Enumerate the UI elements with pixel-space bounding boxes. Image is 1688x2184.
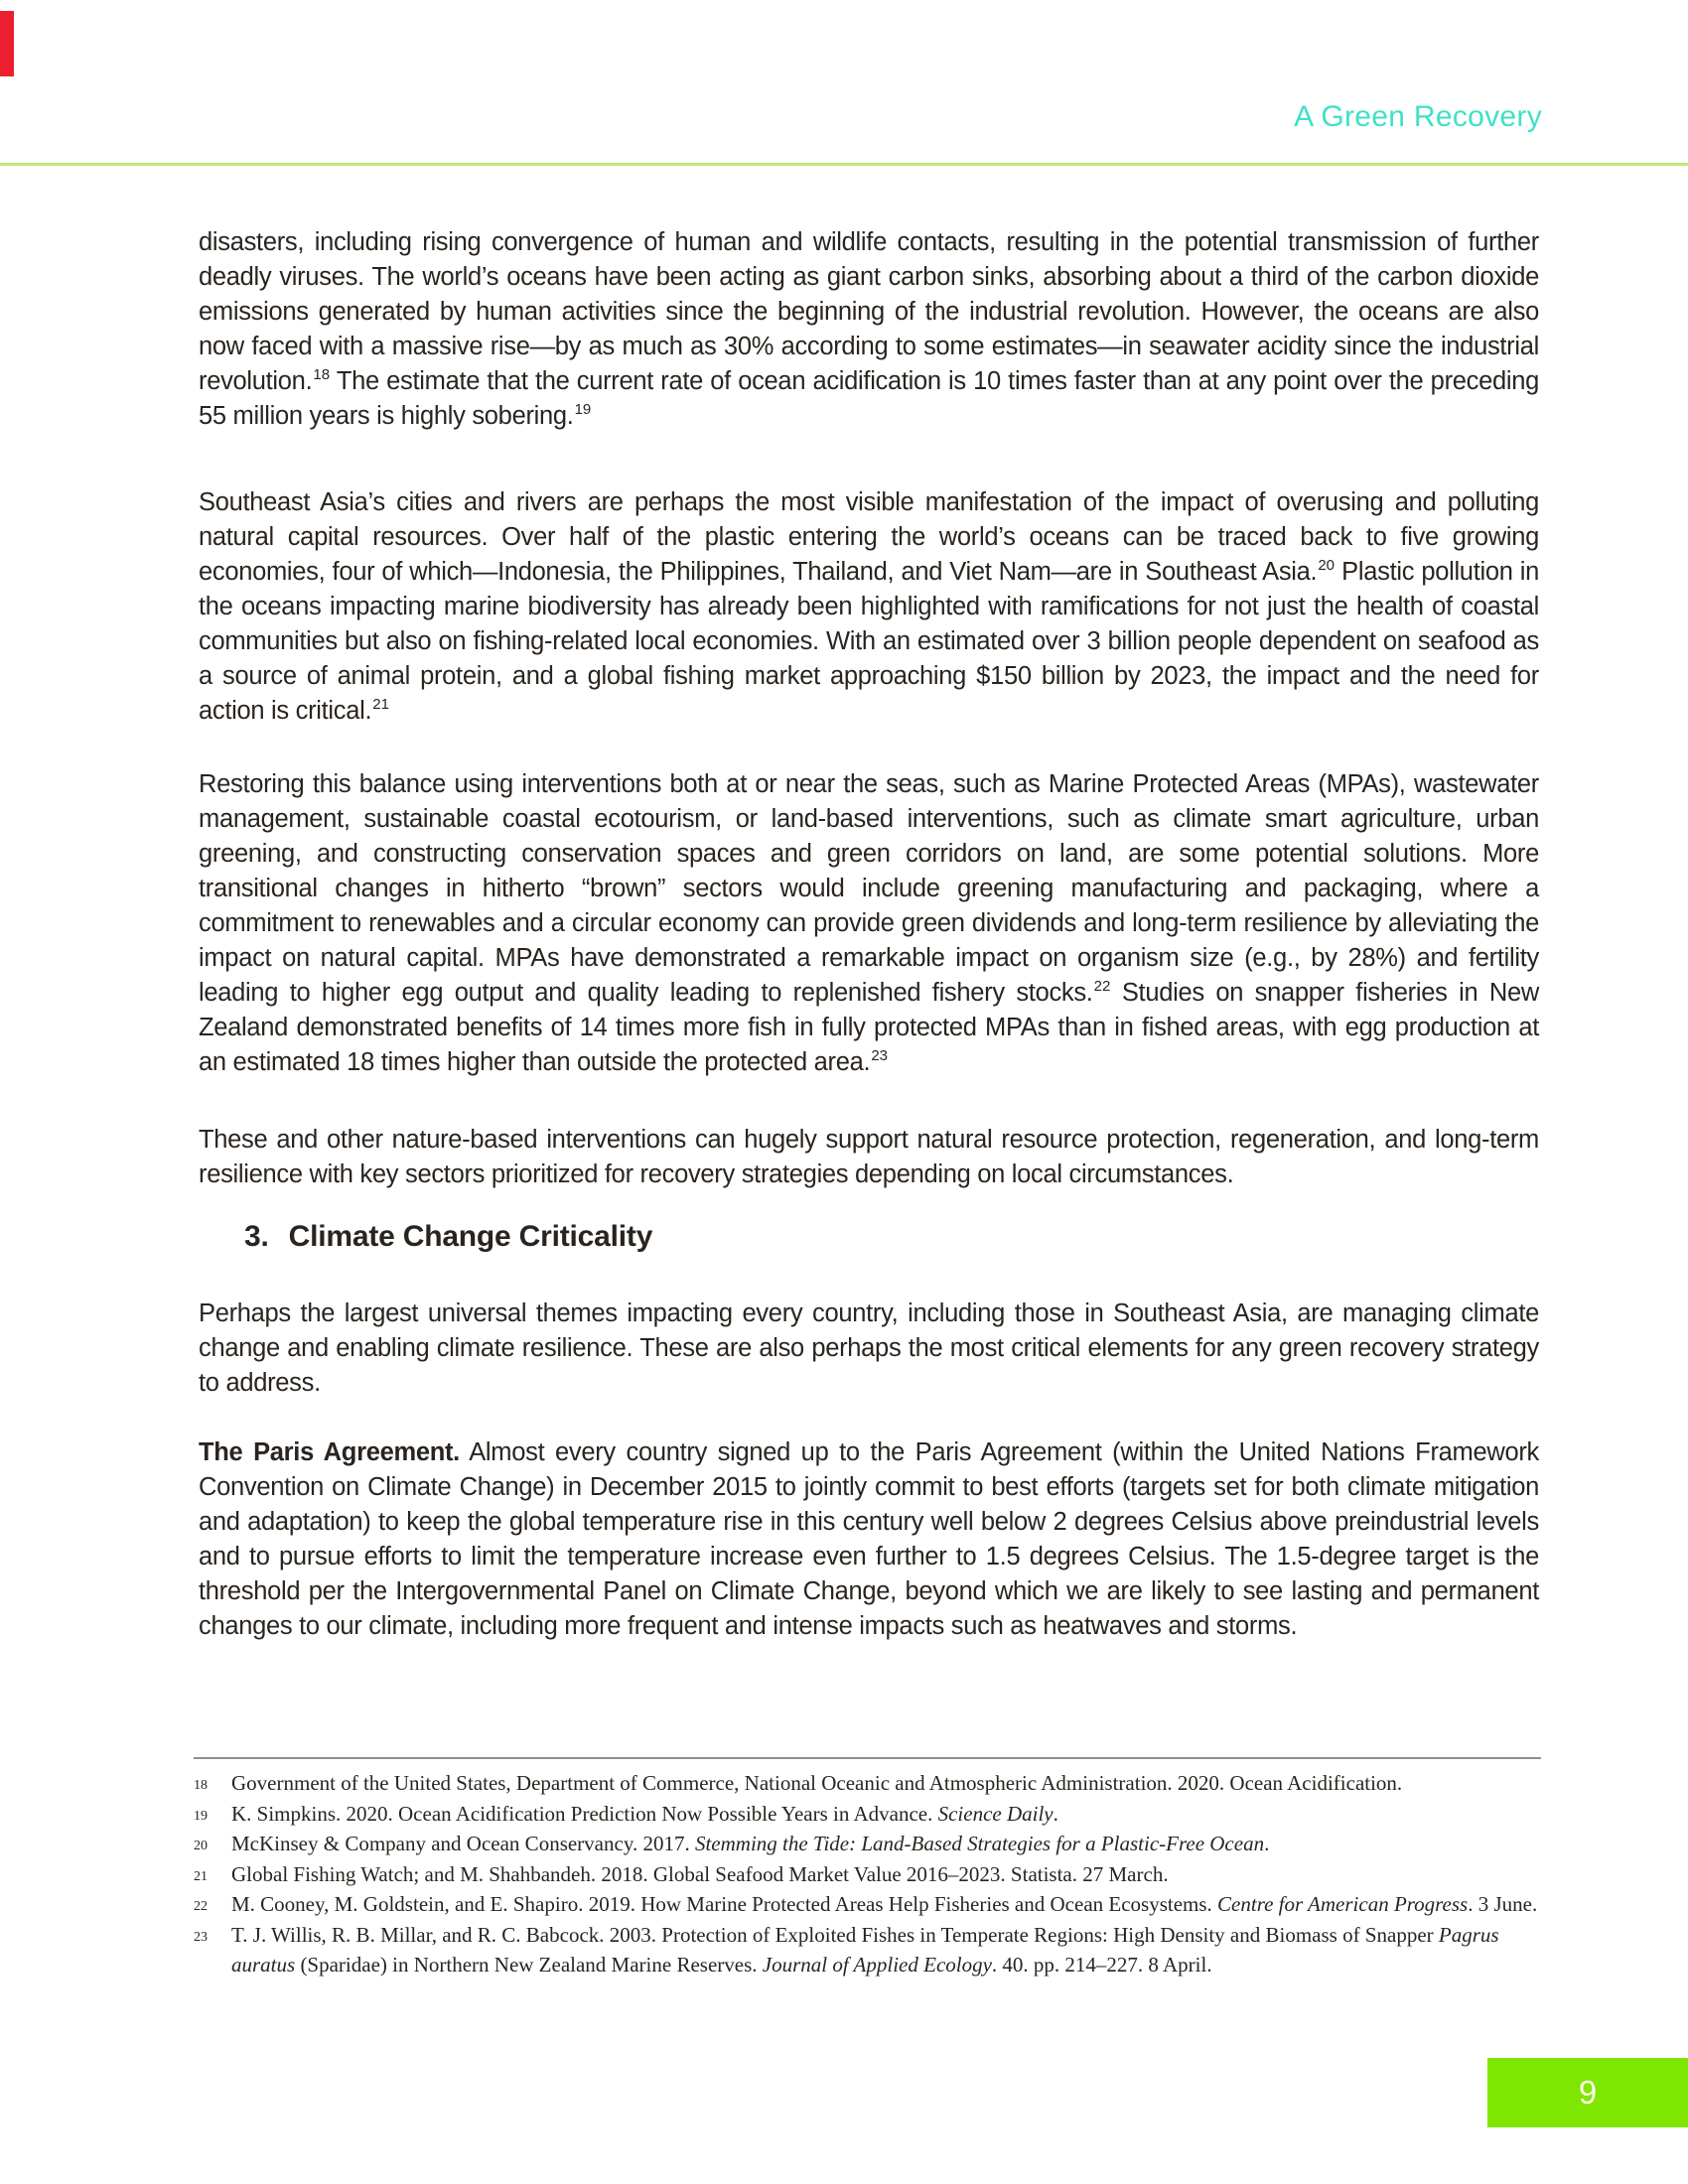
text-segment: McKinsey & Company and Ocean Conservancy. 2017.	[231, 1832, 695, 1855]
footnote-number: 19	[194, 1808, 208, 1824]
text-segment: Restoring this balance using interventions both at or near the seas, such as Marine Protected Areas (MPAs), wastewater management, sustainable coastal ecotourism, or land-based interventions, such as climate smart agriculture, urban greening, and constructing conservation spaces and green corridors on land, are some potential solutions. More transitional changes in hitherto “brown” sectors would include greening manufacturing and packaging, where a commitment to renewables and a circular economy can provide green dividends and long-term resilience by alleviating the impact on natural capital. MPAs have demonstrated a remarkable impact on organism size (e.g., by 28%) and fertility leading to higher egg output and quality leading to replenished fishery stocks.	[199, 770, 1539, 1007]
body-paragraph	[199, 1435, 1539, 1644]
footnote-ref: 23	[871, 1046, 888, 1064]
footnote-number: 21	[194, 1868, 208, 1884]
section-heading-number: 3.	[244, 1220, 269, 1253]
footnote	[194, 1859, 1544, 1890]
footnotes	[194, 1768, 1544, 1980]
page-number: 9	[1578, 2074, 1598, 2111]
footnote-text	[231, 1923, 1499, 1978]
footnote-rule	[194, 1757, 1541, 1759]
text-segment: Stemming the Tide: Land-Based Strategies for a Plastic-Free Ocean	[694, 1832, 1265, 1855]
footnote	[194, 1920, 1544, 1980]
footnote-number: 18	[194, 1778, 208, 1793]
text-segment: Centre for American Progress	[1217, 1892, 1469, 1916]
footnote	[194, 1799, 1544, 1830]
text-segment: K. Simpkins. 2020. Ocean Acidification Prediction Now Possible Years in Advance.	[231, 1801, 938, 1826]
text-segment: .	[1053, 1801, 1058, 1826]
body-paragraph	[199, 225, 1539, 434]
text-segment: disasters, including rising convergence of human and wildlife contacts, resulting in the potential transmission of further deadly viruses. The world’s oceans have been acting as giant carbon sinks, absorbing about a third of the carbon dioxide emissions generated by human activities since the beginning of the industrial revolution. However, the oceans are also now faced with a massive rise—by as much as 30% according to some estimates—in seawater acidity since the industrial revolution.	[199, 228, 1539, 395]
body-paragraph	[199, 485, 1539, 729]
text-segment: Government of the United States, Department of Commerce, National Oceanic and Atmospheric Administration. 2020. Ocean Acidification.	[231, 1771, 1403, 1795]
body-paragraph	[199, 767, 1539, 1080]
text-segment: . 3 June.	[1468, 1892, 1538, 1916]
section-heading-title: Climate Change Criticality	[288, 1220, 653, 1253]
text-segment: Global Fishing Watch; and M. Shahbandeh. 2018. Global Seafood Market Value 2016–2023. Statista. 27 March.	[231, 1861, 1169, 1886]
text-segment: Journal of Applied Ecology	[762, 1953, 992, 1977]
text-segment: . 40. pp. 214–227. 8 April.	[991, 1953, 1212, 1977]
footnote-number: 20	[194, 1839, 208, 1853]
text-segment: Perhaps the largest universal themes impacting every country, including those in Southeast Asia, are managing climate change and enabling climate resilience. These are also perhaps the most critical elements for any green recovery strategy to address.	[199, 1299, 1539, 1397]
text-segment: .	[1264, 1832, 1270, 1855]
body-paragraph	[199, 1297, 1539, 1401]
footnote-ref: 20	[1318, 556, 1336, 574]
running-header: A Green Recovery	[1294, 100, 1542, 133]
footnote-text	[231, 1832, 1269, 1855]
footnote	[194, 1829, 1544, 1859]
text-segment: Plastic pollution in the oceans impacting marine biodiversity has already been highlighted with ramifications for not just the health of coastal communities but also on fishing-related local economies. With an estimated over 3 billion people dependent on seafood as a source of animal protein, and a global fishing market approaching $150 billion by 2023, the impact and the need for action is critical.	[199, 558, 1539, 725]
footnote-ref: 21	[372, 695, 389, 713]
footnote-number: 22	[194, 1899, 208, 1914]
footnote-ref: 22	[1093, 977, 1111, 995]
text-segment: The Paris Agreement.	[199, 1438, 460, 1466]
footnote	[194, 1768, 1544, 1799]
footnote-text	[231, 1771, 1402, 1795]
footnote-text	[231, 1862, 1169, 1886]
footnote-text	[231, 1802, 1058, 1826]
text-segment: M. Cooney, M. Goldstein, and E. Shapiro. 2019. How Marine Protected Areas Help Fisheries and Ocean Ecosystems.	[231, 1892, 1218, 1916]
text-segment: Southeast Asia’s cities and rivers are perhaps the most visible manifestation of the impact of overusing and polluting natural capital resources. Over half of the plastic entering the world’s oceans can be traced back to five growing economies, four of which—Indonesia, the Philippines, Thailand, and Viet Nam—are in Southeast Asia.	[199, 488, 1539, 586]
page-number-box	[1487, 2058, 1688, 2127]
section-heading	[244, 1220, 652, 1254]
chapter-edge-tab	[0, 11, 14, 76]
footnote-text	[231, 1892, 1537, 1916]
footnote	[194, 1889, 1544, 1920]
footnote-ref: 19	[574, 400, 592, 418]
footnote-number: 23	[194, 1929, 208, 1945]
footnote-ref: 18	[313, 365, 331, 383]
body-paragraph	[199, 1123, 1539, 1192]
text-segment: The estimate that the current rate of ocean acidification is 10 times faster than at any point over the preceding 55 million years is highly sobering.	[199, 367, 1539, 430]
text-segment: (Sparidae) in Northern New Zealand Marine Reserves.	[295, 1953, 763, 1977]
text-segment: Studies on snapper fisheries in New Zealand demonstrated benefits of 14 times more fish in fully protected MPAs than in fished areas, with egg production at an estimated 18 times higher than outside the protected area.	[199, 979, 1540, 1076]
text-segment: Science Daily	[937, 1801, 1054, 1826]
text-segment: Pagrus auratus	[231, 1922, 1499, 1977]
text-segment: Almost every country signed up to the Paris Agreement (within the United Nations Framework Convention on Climate Change) in December 2015 to jointly commit to best efforts (targets set for both climate mitigation and adaptation) to keep the global temperature rise in this century well below 2 degrees Celsius above preindustrial levels and to pursue efforts to limit the temperature increase even further to 1.5 degrees Celsius. The 1.5-degree target is the threshold per the Intergovernmental Panel on Climate Change, beyond which we are likely to see lasting and permanent changes to our climate, including more frequent and intense impacts such as heatwaves and storms.	[199, 1438, 1539, 1640]
text-segment: These and other nature-based interventions can hugely support natural resource protection, regeneration, and long-term resilience with key sectors prioritized for recovery strategies depending on local circumstances.	[199, 1126, 1539, 1188]
header-rule	[0, 163, 1688, 166]
text-segment: T. J. Willis, R. B. Millar, and R. C. Babcock. 2003. Protection of Exploited Fishes in Temperate Regions: High Density and Biomass of Snapper	[231, 1922, 1439, 1947]
